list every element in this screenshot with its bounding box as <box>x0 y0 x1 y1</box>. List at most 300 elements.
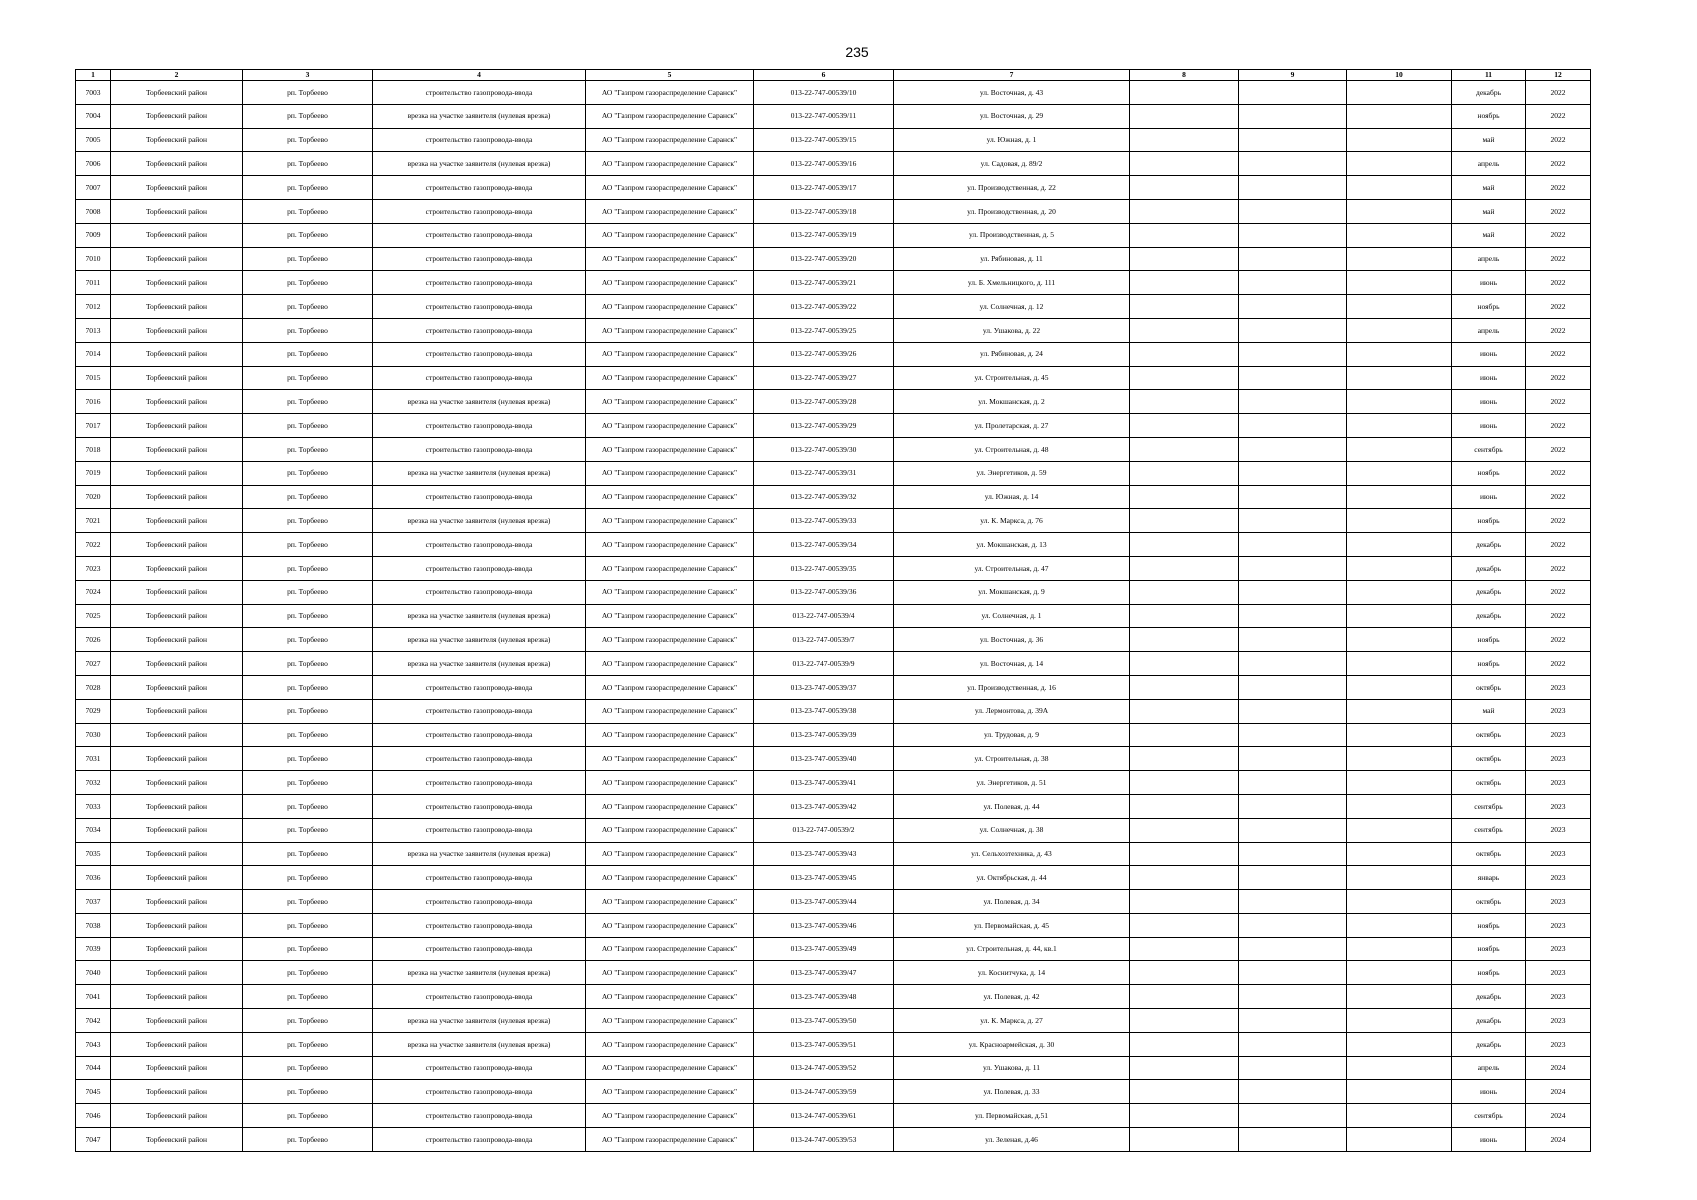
cell-col-10 <box>1347 176 1452 200</box>
cell-col-10 <box>1347 366 1452 390</box>
cell-col-8 <box>1130 271 1239 295</box>
cell-district: Торбеевский район <box>111 295 243 319</box>
cell-year: 2022 <box>1526 556 1591 580</box>
cell-year: 2022 <box>1526 104 1591 128</box>
cell-row-number: 7028 <box>76 675 111 699</box>
cell-col-9 <box>1239 1056 1347 1080</box>
cell-district: Торбеевский район <box>111 818 243 842</box>
page-number: 235 <box>845 44 869 60</box>
cell-organization: АО "Газпром газораспределение Саранск" <box>586 556 754 580</box>
cell-address: ул. Полевая, д. 44 <box>894 794 1130 818</box>
cell-month: ноябрь <box>1452 295 1526 319</box>
cell-col-8 <box>1130 652 1239 676</box>
cell-address: ул. Рябиновая, д. 24 <box>894 342 1130 366</box>
cell-organization: АО "Газпром газораспределение Саранск" <box>586 842 754 866</box>
cell-settlement: рп. Торбеево <box>243 509 373 533</box>
cell-settlement: рп. Торбеево <box>243 628 373 652</box>
cell-col-9 <box>1239 318 1347 342</box>
cell-row-number: 7045 <box>76 1080 111 1104</box>
cell-organization: АО "Газпром газораспределение Саранск" <box>586 176 754 200</box>
cell-year: 2022 <box>1526 366 1591 390</box>
cell-organization: АО "Газпром газораспределение Саранск" <box>586 342 754 366</box>
cell-col-9 <box>1239 937 1347 961</box>
cell-address: ул. Пролетарская, д. 27 <box>894 414 1130 438</box>
cell-work-type: строительство газопровода-ввода <box>373 771 586 795</box>
table-body <box>76 81 1591 1152</box>
cell-work-type: строительство газопровода-ввода <box>373 890 586 914</box>
cell-col-8 <box>1130 723 1239 747</box>
cell-row-number: 7011 <box>76 271 111 295</box>
cell-address: ул. Южная, д. 1 <box>894 128 1130 152</box>
cell-district: Торбеевский район <box>111 199 243 223</box>
cell-organization: АО "Газпром газораспределение Саранск" <box>586 866 754 890</box>
cell-contract-number: 013-23-747-00539/51 <box>754 1032 894 1056</box>
cell-col-10 <box>1347 699 1452 723</box>
cell-address: ул. Строительная, д. 47 <box>894 556 1130 580</box>
cell-col-8 <box>1130 223 1239 247</box>
cell-col-9 <box>1239 414 1347 438</box>
cell-work-type: врезка на участке заявителя (нулевая врезка) <box>373 842 586 866</box>
cell-col-10 <box>1347 295 1452 319</box>
cell-settlement: рп. Торбеево <box>243 152 373 176</box>
cell-col-9 <box>1239 223 1347 247</box>
cell-district: Торбеевский район <box>111 866 243 890</box>
cell-row-number: 7041 <box>76 985 111 1009</box>
cell-col-9 <box>1239 1128 1347 1152</box>
cell-month: декабрь <box>1452 985 1526 1009</box>
cell-col-10 <box>1347 866 1452 890</box>
cell-month: апрель <box>1452 247 1526 271</box>
cell-row-number: 7025 <box>76 604 111 628</box>
cell-work-type: строительство газопровода-ввода <box>373 913 586 937</box>
cell-col-8 <box>1130 509 1239 533</box>
cell-col-10 <box>1347 937 1452 961</box>
cell-year: 2022 <box>1526 604 1591 628</box>
cell-contract-number: 013-22-747-00539/16 <box>754 152 894 176</box>
cell-col-9 <box>1239 913 1347 937</box>
cell-settlement: рп. Торбеево <box>243 342 373 366</box>
cell-month: октябрь <box>1452 747 1526 771</box>
cell-row-number: 7004 <box>76 104 111 128</box>
cell-district: Торбеевский район <box>111 128 243 152</box>
cell-col-9 <box>1239 1032 1347 1056</box>
cell-col-10 <box>1347 580 1452 604</box>
cell-col-10 <box>1347 675 1452 699</box>
cell-work-type: строительство газопровода-ввода <box>373 271 586 295</box>
cell-year: 2022 <box>1526 461 1591 485</box>
cell-col-10 <box>1347 1032 1452 1056</box>
cell-address: ул. Первомайская, д.51 <box>894 1104 1130 1128</box>
cell-organization: АО "Газпром газораспределение Саранск" <box>586 747 754 771</box>
cell-month: декабрь <box>1452 580 1526 604</box>
cell-col-9 <box>1239 675 1347 699</box>
table-row <box>76 580 1591 604</box>
column-header-10: 10 <box>1347 70 1452 81</box>
cell-contract-number: 013-22-747-00539/7 <box>754 628 894 652</box>
table-row <box>76 699 1591 723</box>
table-row <box>76 152 1591 176</box>
cell-work-type: строительство газопровода-ввода <box>373 937 586 961</box>
table-row <box>76 961 1591 985</box>
cell-settlement: рп. Торбеево <box>243 271 373 295</box>
cell-work-type: строительство газопровода-ввода <box>373 794 586 818</box>
cell-contract-number: 013-24-747-00539/61 <box>754 1104 894 1128</box>
cell-district: Торбеевский район <box>111 699 243 723</box>
cell-organization: АО "Газпром газораспределение Саранск" <box>586 913 754 937</box>
gasification-register-table <box>75 69 1591 1152</box>
table-row <box>76 1104 1591 1128</box>
cell-work-type: строительство газопровода-ввода <box>373 485 586 509</box>
column-header-5: 5 <box>586 70 754 81</box>
cell-col-10 <box>1347 271 1452 295</box>
cell-col-8 <box>1130 1104 1239 1128</box>
column-header-9: 9 <box>1239 70 1347 81</box>
cell-row-number: 7030 <box>76 723 111 747</box>
cell-col-10 <box>1347 1056 1452 1080</box>
cell-district: Торбеевский район <box>111 390 243 414</box>
cell-month: ноябрь <box>1452 628 1526 652</box>
cell-settlement: рп. Торбеево <box>243 1009 373 1033</box>
cell-settlement: рп. Торбеево <box>243 675 373 699</box>
cell-address: ул. Строительная, д. 48 <box>894 437 1130 461</box>
cell-settlement: рп. Торбеево <box>243 318 373 342</box>
cell-address: ул. Полевая, д. 33 <box>894 1080 1130 1104</box>
table-row <box>76 199 1591 223</box>
cell-col-9 <box>1239 128 1347 152</box>
cell-year: 2022 <box>1526 580 1591 604</box>
cell-district: Торбеевский район <box>111 961 243 985</box>
cell-district: Торбеевский район <box>111 247 243 271</box>
table-row <box>76 628 1591 652</box>
table-row <box>76 81 1591 105</box>
cell-col-9 <box>1239 628 1347 652</box>
cell-district: Торбеевский район <box>111 1128 243 1152</box>
cell-organization: АО "Газпром газораспределение Саранск" <box>586 961 754 985</box>
table-row <box>76 913 1591 937</box>
cell-address: ул. Производственная, д. 16 <box>894 675 1130 699</box>
cell-col-8 <box>1130 366 1239 390</box>
cell-col-8 <box>1130 104 1239 128</box>
cell-row-number: 7024 <box>76 580 111 604</box>
cell-row-number: 7026 <box>76 628 111 652</box>
cell-organization: АО "Газпром газораспределение Саранск" <box>586 199 754 223</box>
cell-work-type: строительство газопровода-ввода <box>373 747 586 771</box>
cell-col-8 <box>1130 461 1239 485</box>
cell-col-10 <box>1347 152 1452 176</box>
cell-contract-number: 013-23-747-00539/46 <box>754 913 894 937</box>
cell-col-10 <box>1347 104 1452 128</box>
cell-address: ул. Мокшанская, д. 2 <box>894 390 1130 414</box>
cell-contract-number: 013-23-747-00539/45 <box>754 866 894 890</box>
cell-settlement: рп. Торбеево <box>243 937 373 961</box>
cell-district: Торбеевский район <box>111 723 243 747</box>
cell-row-number: 7020 <box>76 485 111 509</box>
table-row <box>76 128 1591 152</box>
cell-year: 2022 <box>1526 318 1591 342</box>
cell-address: ул. Строительная, д. 38 <box>894 747 1130 771</box>
cell-col-10 <box>1347 533 1452 557</box>
cell-col-10 <box>1347 318 1452 342</box>
cell-col-10 <box>1347 604 1452 628</box>
cell-month: июнь <box>1452 390 1526 414</box>
cell-district: Торбеевский район <box>111 652 243 676</box>
table-row <box>76 366 1591 390</box>
cell-col-9 <box>1239 985 1347 1009</box>
cell-col-9 <box>1239 580 1347 604</box>
cell-year: 2024 <box>1526 1104 1591 1128</box>
table-row <box>76 675 1591 699</box>
cell-work-type: строительство газопровода-ввода <box>373 414 586 438</box>
cell-year: 2022 <box>1526 414 1591 438</box>
cell-district: Торбеевский район <box>111 152 243 176</box>
cell-district: Торбеевский район <box>111 1032 243 1056</box>
cell-year: 2022 <box>1526 533 1591 557</box>
cell-row-number: 7006 <box>76 152 111 176</box>
table-row <box>76 318 1591 342</box>
cell-col-10 <box>1347 223 1452 247</box>
cell-organization: АО "Газпром газораспределение Саранск" <box>586 1056 754 1080</box>
cell-col-10 <box>1347 723 1452 747</box>
cell-month: октябрь <box>1452 890 1526 914</box>
cell-col-8 <box>1130 247 1239 271</box>
table-row <box>76 985 1591 1009</box>
cell-address: ул. Восточная, д. 43 <box>894 81 1130 105</box>
cell-work-type: врезка на участке заявителя (нулевая врезка) <box>373 628 586 652</box>
cell-col-9 <box>1239 961 1347 985</box>
cell-district: Торбеевский район <box>111 509 243 533</box>
cell-organization: АО "Газпром газораспределение Саранск" <box>586 533 754 557</box>
cell-month: июнь <box>1452 1080 1526 1104</box>
cell-work-type: строительство газопровода-ввода <box>373 675 586 699</box>
table-row <box>76 604 1591 628</box>
cell-address: ул. Солнечная, д. 1 <box>894 604 1130 628</box>
cell-organization: АО "Газпром газораспределение Саранск" <box>586 771 754 795</box>
cell-contract-number: 013-24-747-00539/59 <box>754 1080 894 1104</box>
cell-work-type: строительство газопровода-ввода <box>373 295 586 319</box>
cell-address: ул. Строительная, д. 44, кв.1 <box>894 937 1130 961</box>
cell-month: ноябрь <box>1452 509 1526 533</box>
cell-col-8 <box>1130 128 1239 152</box>
cell-address: ул. Полевая, д. 34 <box>894 890 1130 914</box>
cell-col-9 <box>1239 747 1347 771</box>
cell-work-type: строительство газопровода-ввода <box>373 818 586 842</box>
cell-work-type: врезка на участке заявителя (нулевая врезка) <box>373 1032 586 1056</box>
cell-col-10 <box>1347 556 1452 580</box>
cell-work-type: строительство газопровода-ввода <box>373 1104 586 1128</box>
cell-year: 2022 <box>1526 152 1591 176</box>
cell-col-10 <box>1347 1128 1452 1152</box>
cell-col-8 <box>1130 1128 1239 1152</box>
cell-year: 2022 <box>1526 295 1591 319</box>
cell-contract-number: 013-22-747-00539/29 <box>754 414 894 438</box>
cell-contract-number: 013-23-747-00539/44 <box>754 890 894 914</box>
cell-district: Торбеевский район <box>111 890 243 914</box>
cell-work-type: строительство газопровода-ввода <box>373 866 586 890</box>
cell-settlement: рп. Торбеево <box>243 199 373 223</box>
cell-district: Торбеевский район <box>111 223 243 247</box>
cell-settlement: рп. Торбеево <box>243 556 373 580</box>
cell-month: декабрь <box>1452 556 1526 580</box>
cell-address: ул. Восточная, д. 29 <box>894 104 1130 128</box>
cell-col-10 <box>1347 1080 1452 1104</box>
table-row <box>76 652 1591 676</box>
cell-col-8 <box>1130 937 1239 961</box>
cell-col-8 <box>1130 961 1239 985</box>
cell-col-8 <box>1130 913 1239 937</box>
cell-year: 2022 <box>1526 390 1591 414</box>
cell-year: 2023 <box>1526 937 1591 961</box>
table-row <box>76 794 1591 818</box>
cell-col-9 <box>1239 199 1347 223</box>
cell-month: октябрь <box>1452 771 1526 795</box>
cell-month: июнь <box>1452 1128 1526 1152</box>
cell-organization: АО "Газпром газораспределение Саранск" <box>586 580 754 604</box>
cell-district: Торбеевский район <box>111 937 243 961</box>
table-row <box>76 1009 1591 1033</box>
cell-settlement: рп. Торбеево <box>243 1056 373 1080</box>
cell-month: ноябрь <box>1452 652 1526 676</box>
cell-contract-number: 013-22-747-00539/35 <box>754 556 894 580</box>
cell-month: декабрь <box>1452 1032 1526 1056</box>
cell-settlement: рп. Торбеево <box>243 818 373 842</box>
cell-year: 2023 <box>1526 771 1591 795</box>
cell-month: октябрь <box>1452 675 1526 699</box>
cell-row-number: 7019 <box>76 461 111 485</box>
cell-address: ул. Восточная, д. 36 <box>894 628 1130 652</box>
cell-organization: АО "Газпром газораспределение Саранск" <box>586 1009 754 1033</box>
cell-month: ноябрь <box>1452 937 1526 961</box>
cell-district: Торбеевский район <box>111 771 243 795</box>
cell-row-number: 7042 <box>76 1009 111 1033</box>
cell-work-type: врезка на участке заявителя (нулевая врезка) <box>373 509 586 533</box>
table-row <box>76 176 1591 200</box>
cell-work-type: строительство газопровода-ввода <box>373 1056 586 1080</box>
cell-address: ул. Ушакова, д. 22 <box>894 318 1130 342</box>
cell-col-8 <box>1130 81 1239 105</box>
cell-organization: АО "Газпром газораспределение Саранск" <box>586 152 754 176</box>
cell-contract-number: 013-22-747-00539/2 <box>754 818 894 842</box>
cell-settlement: рп. Торбеево <box>243 81 373 105</box>
cell-district: Торбеевский район <box>111 794 243 818</box>
column-header-3: 3 <box>243 70 373 81</box>
cell-district: Торбеевский район <box>111 1056 243 1080</box>
cell-month: январь <box>1452 866 1526 890</box>
cell-contract-number: 013-22-747-00539/36 <box>754 580 894 604</box>
cell-district: Торбеевский район <box>111 176 243 200</box>
table-row <box>76 414 1591 438</box>
cell-settlement: рп. Торбеево <box>243 747 373 771</box>
cell-year: 2023 <box>1526 890 1591 914</box>
cell-col-10 <box>1347 747 1452 771</box>
cell-address: ул. Солнечная, д. 38 <box>894 818 1130 842</box>
cell-district: Торбеевский район <box>111 1104 243 1128</box>
cell-district: Торбеевский район <box>111 604 243 628</box>
column-header-8: 8 <box>1130 70 1239 81</box>
cell-settlement: рп. Торбеево <box>243 437 373 461</box>
cell-settlement: рп. Торбеево <box>243 794 373 818</box>
cell-col-9 <box>1239 152 1347 176</box>
cell-organization: АО "Газпром газораспределение Саранск" <box>586 699 754 723</box>
cell-month: июнь <box>1452 366 1526 390</box>
cell-year: 2022 <box>1526 485 1591 509</box>
cell-settlement: рп. Торбеево <box>243 223 373 247</box>
cell-col-10 <box>1347 794 1452 818</box>
column-header-4: 4 <box>373 70 586 81</box>
cell-district: Торбеевский район <box>111 271 243 295</box>
cell-district: Торбеевский район <box>111 1080 243 1104</box>
cell-address: ул. Мокшанская, д. 13 <box>894 533 1130 557</box>
cell-year: 2023 <box>1526 961 1591 985</box>
cell-settlement: рп. Торбеево <box>243 723 373 747</box>
cell-district: Торбеевский район <box>111 1009 243 1033</box>
cell-work-type: строительство газопровода-ввода <box>373 985 586 1009</box>
cell-settlement: рп. Торбеево <box>243 866 373 890</box>
cell-address: ул. Октябрьская, д. 44 <box>894 866 1130 890</box>
cell-month: июнь <box>1452 485 1526 509</box>
table-row <box>76 1080 1591 1104</box>
cell-settlement: рп. Торбеево <box>243 1128 373 1152</box>
table-header <box>76 70 1591 81</box>
cell-organization: АО "Газпром газораспределение Саранск" <box>586 1104 754 1128</box>
cell-work-type: строительство газопровода-ввода <box>373 533 586 557</box>
cell-work-type: врезка на участке заявителя (нулевая врезка) <box>373 461 586 485</box>
table-row <box>76 247 1591 271</box>
cell-organization: АО "Газпром газораспределение Саранск" <box>586 128 754 152</box>
cell-settlement: рп. Торбеево <box>243 913 373 937</box>
column-header-2: 2 <box>111 70 243 81</box>
table-row <box>76 723 1591 747</box>
cell-organization: АО "Газпром газораспределение Саранск" <box>586 1128 754 1152</box>
cell-col-8 <box>1130 556 1239 580</box>
table-row <box>76 842 1591 866</box>
table-row <box>76 818 1591 842</box>
cell-district: Торбеевский район <box>111 485 243 509</box>
cell-settlement: рп. Торбеево <box>243 485 373 509</box>
cell-col-8 <box>1130 747 1239 771</box>
cell-col-9 <box>1239 1009 1347 1033</box>
cell-month: декабрь <box>1452 1009 1526 1033</box>
cell-district: Торбеевский район <box>111 461 243 485</box>
cell-work-type: врезка на участке заявителя (нулевая врезка) <box>373 1009 586 1033</box>
cell-district: Торбеевский район <box>111 556 243 580</box>
cell-month: июнь <box>1452 342 1526 366</box>
cell-organization: АО "Газпром газораспределение Саранск" <box>586 794 754 818</box>
cell-col-9 <box>1239 390 1347 414</box>
cell-contract-number: 013-22-747-00539/20 <box>754 247 894 271</box>
cell-col-9 <box>1239 81 1347 105</box>
cell-col-9 <box>1239 176 1347 200</box>
cell-address: ул. К. Маркса, д. 27 <box>894 1009 1130 1033</box>
cell-month: октябрь <box>1452 842 1526 866</box>
cell-contract-number: 013-22-747-00539/17 <box>754 176 894 200</box>
cell-settlement: рп. Торбеево <box>243 580 373 604</box>
table-row <box>76 866 1591 890</box>
cell-month: декабрь <box>1452 533 1526 557</box>
cell-settlement: рп. Торбеево <box>243 842 373 866</box>
cell-year: 2022 <box>1526 176 1591 200</box>
cell-year: 2023 <box>1526 675 1591 699</box>
cell-col-9 <box>1239 342 1347 366</box>
cell-col-10 <box>1347 961 1452 985</box>
cell-month: октябрь <box>1452 723 1526 747</box>
cell-col-10 <box>1347 461 1452 485</box>
cell-district: Торбеевский район <box>111 533 243 557</box>
cell-row-number: 7022 <box>76 533 111 557</box>
cell-col-10 <box>1347 128 1452 152</box>
cell-work-type: врезка на участке заявителя (нулевая врезка) <box>373 390 586 414</box>
cell-row-number: 7016 <box>76 390 111 414</box>
cell-settlement: рп. Торбеево <box>243 652 373 676</box>
